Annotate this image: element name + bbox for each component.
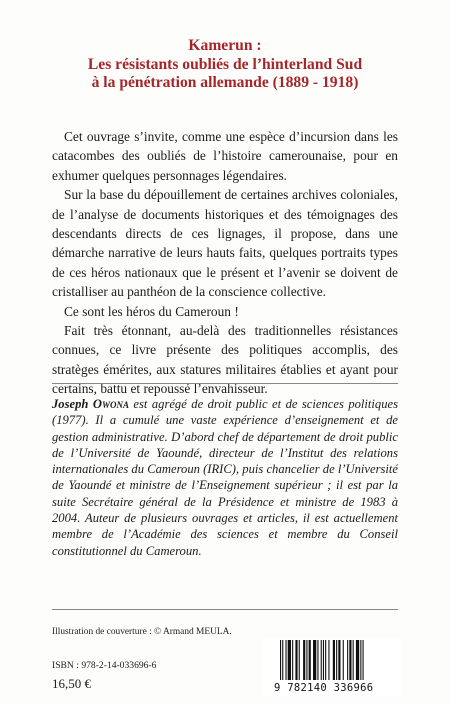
barcode-bar [280,640,281,680]
author-bio-text: est agrégé de droit public et de sciences politiques (1977). Il a cumulé une vaste expérience d’enseignement et de gestion administrative. D’abord chef de département de droit public de l’Université de Yaoundé, directeur de l’Institut des relations internationales du Cameroun (IRIC), puis chancelier de l’Université de Yaoundé et ministre de l’Enseignement supérieur ; il est par la suite Secrétaire général de la Présidence et ministre de 1983 à 2004. Auteur de plusieurs ouvrages et articles, il est actuellement membre de l’Académie des sciences et membre du Conseil constitutionnel du Cameroun. [52,397,398,558]
barcode-bar [282,640,283,680]
barcode-bar [309,640,311,680]
barcode-bar [292,640,293,680]
barcode-bar [349,640,351,680]
barcode-bar [288,640,291,680]
barcode-bar [338,640,340,680]
divider-top [52,383,398,384]
price: 16,50 € [52,676,91,691]
author-first-name: Joseph [52,397,89,411]
title-line-1: Kamerun : [188,37,262,54]
blurb-paragraph-1: Cet ouvrage s’invite, comme une espèce d’incursion dans les catacombes des oubliés de l’histoire camerounaise, pour en exhumer quelques personnages légendaires. [52,129,398,183]
back-cover-blurb [52,127,398,399]
barcode-bar [343,640,344,680]
barcode-bar [317,640,318,680]
author-last-name: Owona [92,397,129,411]
barcode-bar [353,640,354,680]
illustration-credit: Illustration de couverture : © Armand MEULA. [52,627,232,637]
blurb-paragraph-4: Fait très étonnant, au-delà des traditionnelles résistances connues, ce livre présente des politiques accomplis, des stratèges émérites, aux statures militaires établies et ayant pour certains, battu et repoussé l’envahisseur. [52,323,398,397]
barcode-bar [295,640,297,680]
isbn: ISBN : 978-2-14-033696-6 [52,660,157,671]
isbn-barcode [262,638,402,696]
barcode-bar [306,640,307,680]
barcode-bar [356,640,359,680]
divider-bottom [52,609,398,610]
barcode-bar [313,640,316,680]
barcode-bar [336,640,337,680]
barcode-bar [303,640,305,680]
barcode-bar [363,640,364,680]
barcode-bar [321,640,322,680]
book-title [0,37,450,93]
blurb-paragraph-2: Sur la base du dépouillement de certaines archives coloniales, de l’analyse de documents historiques et des témoignages des descendants directs de ces lignages, il propose, dans une démarche narrative de leurs hauts faits, quelques portraits types de ces héros nationaux que le présent et l’avenir se doivent de cristalliser au panthéon de la conscience collective. [52,187,398,300]
author-name [52,397,129,411]
barcode-bar [333,640,335,680]
barcode-bar [323,640,324,680]
barcode-bars [280,640,390,682]
barcode-bar [325,640,326,680]
author-bio [52,396,398,559]
barcode-digits: 9 782140 336966 [274,682,374,694]
title-line-3: à la pénétration allemande (1889 - 1918) [91,74,359,91]
barcode-bar [299,640,300,680]
blurb-paragraph-3: Ce sont les héros du Cameroun ! [64,303,239,319]
barcode-bar [347,640,348,680]
barcode-bar [360,640,361,680]
barcode-bar [286,640,287,680]
title-line-2: Les résistants oubliés de l’hinterland Sud [87,55,363,73]
barcode-bar [328,640,329,680]
